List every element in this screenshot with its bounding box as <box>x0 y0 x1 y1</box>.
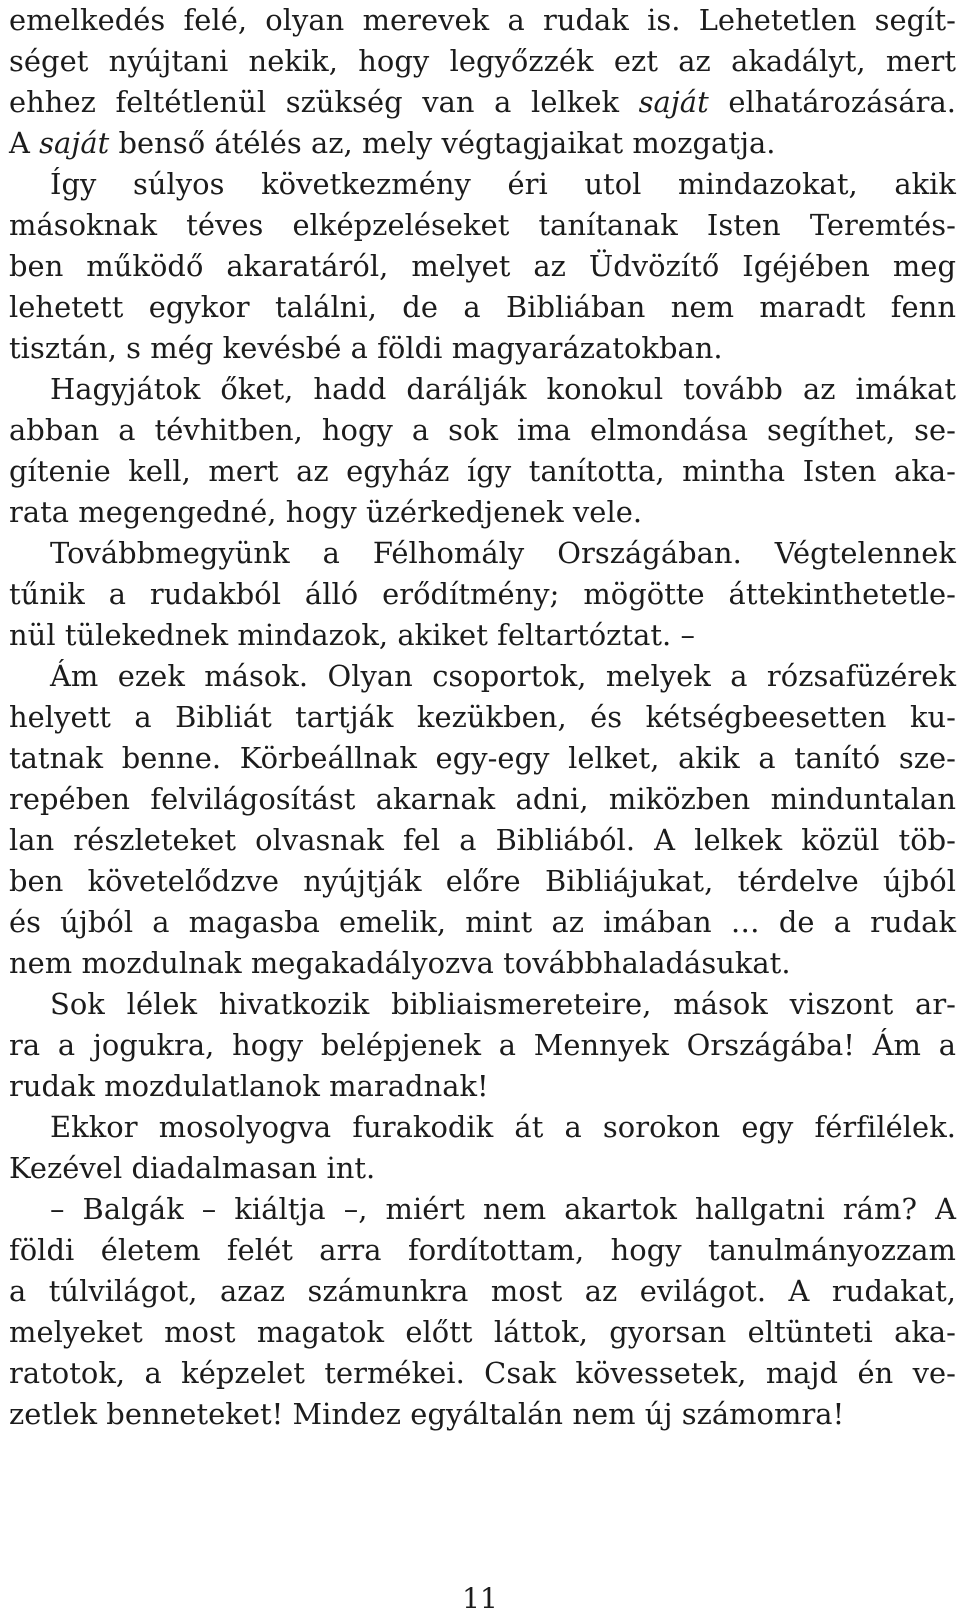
text-line: rudak mozdulatlanok maradnak! <box>9 1069 489 1103</box>
text-line: földi életem felét arra fordítottam, hogy tanulmányozzam <box>9 1233 956 1267</box>
text-line: másoknak téves elképzeléseket tanítanak Isten Teremtés- <box>9 208 956 242</box>
paragraph-start: Ekkor mosolyogva furakodik át a sorokon egy férfilélek. <box>50 1110 956 1144</box>
text-line: abban a tévhitben, hogy a sok ima elmondása segíthet, se- <box>9 413 956 447</box>
emphasis: saját <box>39 126 110 160</box>
paragraph-start: Így súlyos következmény éri utol mindazokat, akik <box>50 167 956 201</box>
text-line: ra a jogukra, hogy belépjenek a Mennyek Országába! Ám a <box>9 1028 956 1062</box>
text-run: benső átélés az, mely végtagjaikat mozgatja. <box>109 126 776 160</box>
text-run: elhatározására. <box>708 85 957 119</box>
text-line: emelkedés felé, olyan merevek a rudak is. Lehetetlen segít- <box>9 3 956 37</box>
text-line: ratotok, a képzelet termékei. Csak kövessetek, majd én ve- <box>9 1356 956 1390</box>
text-line <box>9 123 956 164</box>
paragraph-start: Hagyjátok őket, hadd darálják konokul tovább az imákat <box>50 372 956 406</box>
text-line: nem mozdulnak megakadályozva továbbhaladásukat. <box>9 946 791 980</box>
page-number: 11 <box>462 1582 498 1615</box>
text-line: lehetett egykor találni, de a Bibliában nem maradt fenn <box>9 290 956 324</box>
text-line: tűnik a rudakból álló erődítmény; mögötte áttekinthetetle- <box>9 577 956 611</box>
text-line: melyeket most magatok előtt láttok, gyorsan eltünteti aka- <box>9 1315 956 1349</box>
paragraph-start: Ám ezek mások. Olyan csoportok, melyek a rózsafüzérek <box>50 659 956 693</box>
paragraph-start: – Balgák – kiáltja –, miért nem akartok hallgatni rám? A <box>50 1192 956 1226</box>
text-line: Kezével diadalmasan int. <box>9 1151 376 1185</box>
page-body <box>9 0 956 1435</box>
text-line: ben követelődzve nyújtják előre Bibliájukat, térdelve újból <box>9 864 956 898</box>
text-line: és újból a magasba emelik, mint az imában … de a rudak <box>9 905 956 939</box>
text-line: tisztán, s még kevésbé a földi magyarázatokban. <box>9 331 723 365</box>
paragraph-start: Sok lélek hivatkozik bibliaismereteire, mások viszont ar- <box>50 987 956 1021</box>
text-line: repében felvilágosítást akarnak adni, miközben minduntalan <box>9 782 956 816</box>
emphasis: saját <box>638 85 709 119</box>
text-line: nül tülekednek mindazok, akiket feltartóztat. – <box>9 618 696 652</box>
text-line: gítenie kell, mert az egyház így tanította, mintha Isten aka- <box>9 454 956 488</box>
text-run: ehhez feltétlenül szükség van a lelkek <box>9 85 639 119</box>
text-line: lan részleteket olvasnak fel a Bibliából. A lelkek közül töb- <box>9 823 956 857</box>
paragraph-start: Továbbmegyünk a Félhomály Országában. Végtelennek <box>50 536 956 570</box>
text-line: séget nyújtani nekik, hogy legyőzzék ezt az akadályt, mert <box>9 44 956 78</box>
text-line: ben működő akaratáról, melyet az Üdvözítő Igéjében meg <box>9 249 956 283</box>
text-line: helyett a Bibliát tartják kezükben, és kétségbeesetten ku- <box>9 700 956 734</box>
text-line: tatnak benne. Körbeállnak egy-egy lelket, akik a tanító sze- <box>9 741 956 775</box>
text-line: zetlek benneteket! Mindez egyáltalán nem új számomra! <box>9 1397 845 1431</box>
text-line: rata megengedné, hogy üzérkedjenek vele. <box>9 495 643 529</box>
text-line: a túlvilágot, azaz számunkra most az evilágot. A rudakat, <box>9 1274 956 1308</box>
text-run: A <box>9 126 40 160</box>
text-line <box>9 82 956 123</box>
